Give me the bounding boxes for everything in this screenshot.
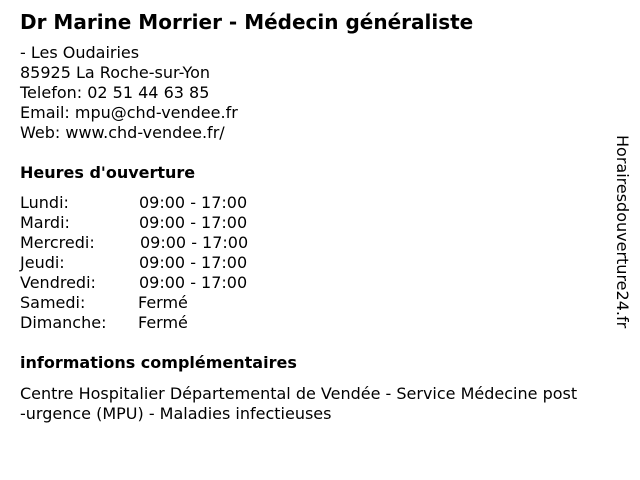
additional-info-line: Centre Hospitalier Départemental de Vendée - Service Médecine post — [20, 384, 578, 403]
time-value: 09:00 - 17:00 — [139, 193, 248, 212]
hours-row-thursday — [20, 253, 320, 273]
additional-info-text — [20, 384, 630, 424]
day-label: Dimanche: — [20, 313, 107, 332]
hours-row-tuesday — [20, 213, 320, 233]
website-address: Web: www.chd-vendee.fr/ — [20, 123, 225, 142]
time-value: 09:00 - 17:00 — [140, 233, 249, 252]
time-value: Fermé — [138, 313, 188, 332]
time-value: 09:00 - 17:00 — [139, 213, 248, 232]
hours-row-wednesday — [20, 233, 320, 253]
page-title: Dr Marine Morrier - Médecin généraliste — [20, 10, 474, 34]
hours-row-sunday — [20, 313, 320, 333]
site-watermark: Horairesdouverture24.fr — [613, 135, 632, 329]
time-value: Fermé — [138, 293, 188, 312]
contact-block — [20, 43, 238, 143]
day-label: Lundi: — [20, 193, 69, 212]
time-value: 09:00 - 17:00 — [139, 253, 248, 272]
day-label: Vendredi: — [20, 273, 96, 292]
additional-info-line: -urgence (MPU) - Maladies infectieuses — [20, 404, 332, 423]
hours-row-friday — [20, 273, 320, 293]
phone-number: Telefon: 02 51 44 63 85 — [20, 83, 210, 102]
opening-hours-table — [20, 193, 320, 333]
hours-row-monday — [20, 193, 320, 213]
address-city: 85925 La Roche-sur-Yon — [20, 63, 211, 82]
day-label: Mercredi: — [20, 233, 95, 252]
address-street: - Les Oudairies — [20, 43, 140, 62]
email-address: Email: mpu@chd-vendee.fr — [20, 103, 238, 122]
day-label: Samedi: — [20, 293, 86, 312]
additional-info-heading: informations complémentaires — [20, 353, 297, 372]
hours-row-saturday — [20, 293, 320, 313]
time-value: 09:00 - 17:00 — [139, 273, 248, 292]
opening-hours-heading: Heures d'ouverture — [20, 163, 196, 182]
day-label: Jeudi: — [20, 253, 65, 272]
day-label: Mardi: — [20, 213, 70, 232]
